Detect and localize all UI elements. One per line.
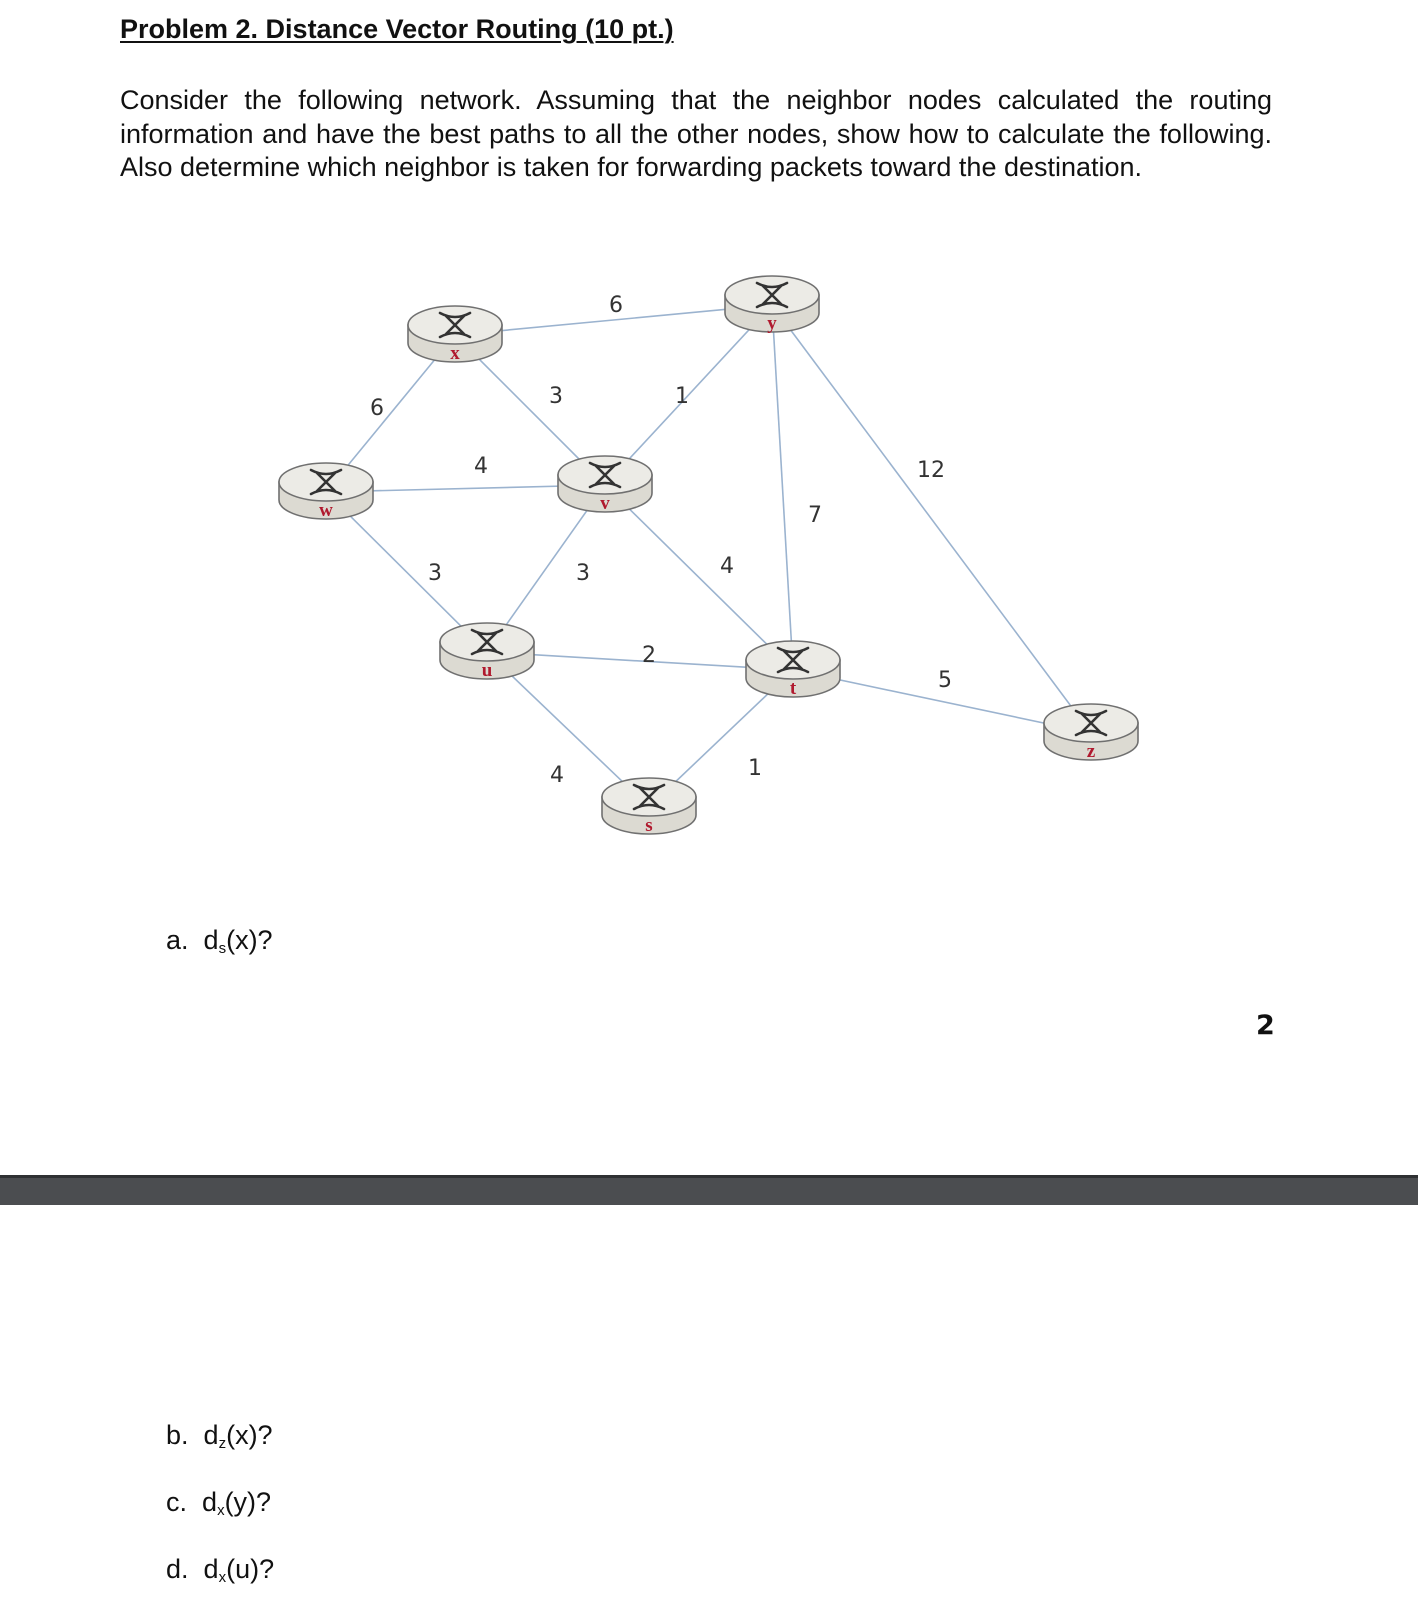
edge-cost-x-v: 3 [549,384,563,409]
edge-y-t [772,305,793,670]
router-label: s [645,815,653,836]
edge-cost-w-v: 4 [474,454,488,479]
router-label: y [767,313,777,334]
edge-cost-w-u: 3 [428,561,442,586]
router-label: u [481,660,493,681]
router-t [746,641,840,699]
edge-cost-y-z: 12 [917,458,945,483]
edge-cost-x-y: 6 [609,293,623,318]
edge-v-t [605,485,793,670]
question-a: a. $d_s(x)$? [166,925,273,957]
edge-cost-u-s: 4 [550,763,564,788]
network-diagram [0,230,1418,900]
router-s [602,778,696,836]
question-c: c. $d_x(y)$? [166,1487,272,1519]
router-y [725,276,819,334]
router-label: z [1086,741,1096,762]
edge-cost-w-x: 6 [370,396,384,421]
router-u [440,623,534,681]
edge-cost-v-y: 1 [675,384,689,409]
edge-cost-t-z: 5 [938,668,952,693]
problem-intro: Consider the following network. Assuming that the neighbor nodes calculated the routing information and have the best paths to all the other nodes, show how to calculate the following. Also determine which neighbor is taken for forwarding packets toward the destination. [120,85,1272,182]
router-label: w [319,500,333,521]
question-d: d. $d_x(u)$? [166,1554,275,1586]
router-label: x [450,343,460,364]
edge-cost-u-t: 2 [642,643,656,668]
page-break-bar [0,1175,1418,1205]
edge-cost-u-v: 3 [576,561,590,586]
page-number: 2 [1256,1010,1275,1041]
question-b: b. $d_z(x)$? [166,1420,273,1452]
router-v [558,456,652,514]
router-label: v [600,493,610,514]
edge-cost-v-t: 4 [720,554,734,579]
router-x [408,306,502,364]
problem-title: Problem 2. Distance Vector Routing (10 pt.) [120,14,674,44]
edge-cost-s-t: 1 [748,756,762,781]
edge-cost-y-t: 7 [808,503,822,528]
router-label: t [789,678,797,699]
router-z [1044,704,1138,762]
router-w [279,463,373,521]
